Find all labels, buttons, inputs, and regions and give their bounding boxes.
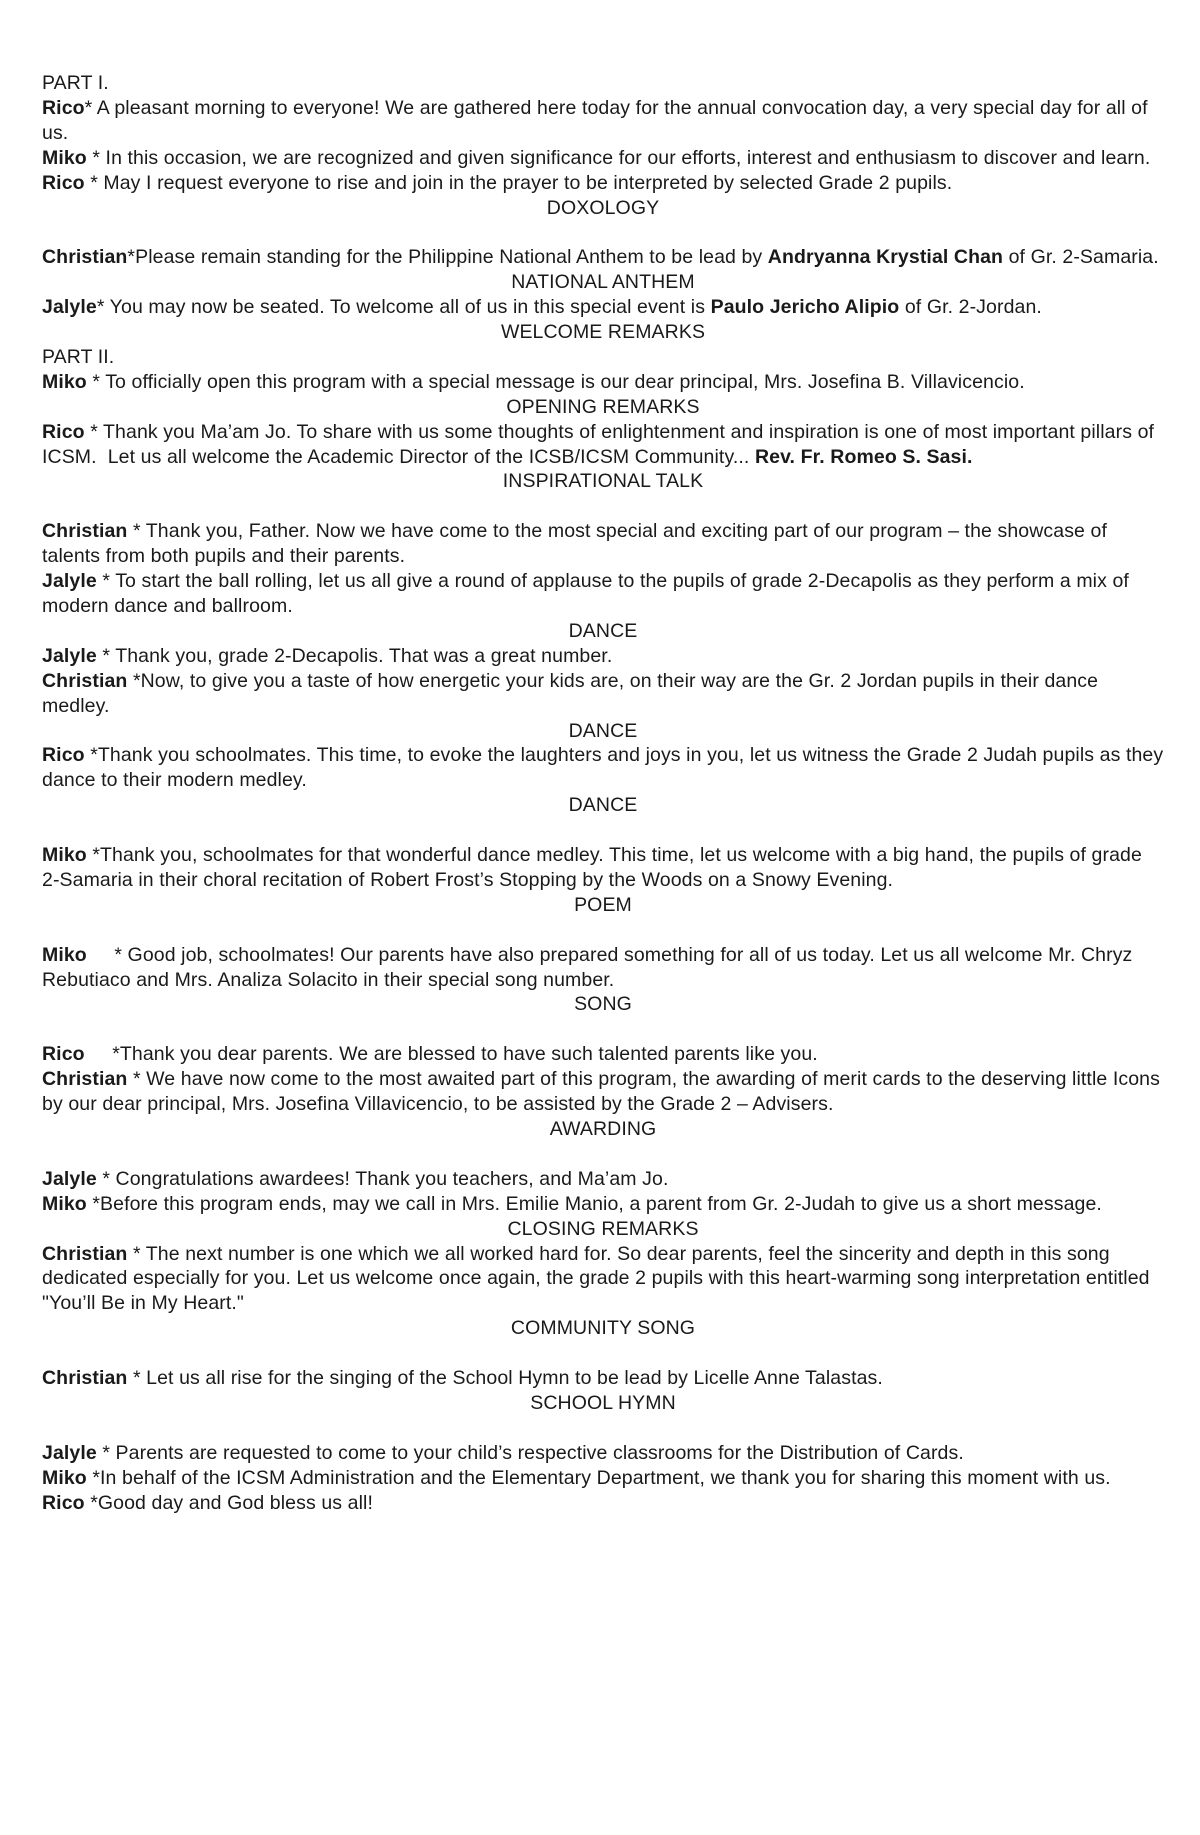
script-line [42,420,1164,470]
line-text: * Let us all rise for the singing of the School Hymn to be lead by Licelle Anne Talastas. [127,1367,883,1390]
line-text: * In this occasion, we are recognized and given significance for our efforts, interest and enthusiasm to discover and learn. [86,146,1151,169]
segment-heading: OPENING REMARKS [506,395,700,418]
line-text: * May I request everyone to rise and join in the prayer to be interpreted by selected Grade 2 pupils. [84,171,953,194]
line-text: *In behalf of the ICSM Administration and the Elementary Department, we thank you for sharing this moment with us. [86,1466,1111,1489]
script-line [42,669,1164,719]
segment-heading: SCHOOL HYMN [530,1391,676,1414]
line-text: *Thank you schoolmates. This time, to evoke the laughters and joys in you, let us witness the Grade 2 Judah pupils as they dance to their modern medley. [42,744,1169,792]
speaker-name: Miko [42,943,87,966]
spacer [42,1416,1164,1441]
line-text: * Thank you, grade 2-Decapolis. That was a great number. [96,644,613,667]
script-line [42,171,1164,196]
speaker-name: Jalyle [42,644,97,667]
script-line [42,1192,1164,1217]
line-text: *Before this program ends, may we call in Mrs. Emilie Manio, a parent from Gr. 2-Judah to give us a short message. [86,1192,1102,1215]
speaker-name: Miko [42,1466,87,1489]
speaker-name: Rico [42,744,85,767]
speaker-name: Jalyle [42,1167,97,1190]
speaker-name: Rico [42,420,85,443]
spacer [42,818,1164,843]
script-line [42,1441,1164,1466]
segment-heading: COMMUNITY SONG [510,1317,696,1340]
line-text: *Now, to give you a taste of how energetic your kids are, on their way are the Gr. 2 Jordan pupils in their dance medley. [42,669,1104,717]
script-line [42,569,1164,619]
segment-heading: POEM [574,893,632,916]
performer-name: Andryanna Krystial Chan [767,246,1004,269]
speaker-name: Jalyle [42,570,97,593]
line-text: *Thank you, schoolmates for that wonderful dance medley. This time, let us welcome with a big hand, the pupils of grade 2-Samaria in their choral recitation of Robert Frost’s Stopping by the Woods on a Snowy Evening. [42,844,1148,891]
script-line [42,1466,1164,1491]
segment-heading: DANCE [568,794,638,817]
speaker-name: Christian [42,1068,128,1091]
line-text: * You may now be seated. To welcome all of us in this special event is [96,296,711,319]
line-text: * To start the ball rolling, let us all give a round of applause to the pupils of grade 2-Decapolis as they perform a mix of modern dance and ballroom. [42,570,1135,617]
line-text: * The next number is one which we all worked hard for. So dear parents, feel the sincerity and depth in this song dedicated especially for you. Let us welcome once again, the grade 2 pupils with this heart-warming song interpretation entitled "You’ll Be in My Heart." [42,1242,1156,1315]
line-text: *Good day and God bless us all! [84,1491,373,1514]
speaker-name: Christian [42,1367,128,1390]
speaker-name: Rico [42,1491,85,1514]
script-line [42,943,1164,993]
speaker-name: Miko [42,844,87,867]
line-text: * Parents are requested to come to your child’s respective classrooms for the Distribution of Cards. [96,1441,964,1464]
speaker-name: Christian [42,1242,128,1265]
spacer [42,1341,1164,1366]
script-line [42,743,1169,793]
speaker-name: Rico [42,96,85,119]
script-line [42,843,1164,893]
script-line [42,295,1164,320]
segment-heading: DANCE [568,719,638,742]
script-line [42,96,1164,146]
spacer [42,494,1164,519]
line-text: *Thank you dear parents. We are blessed to have such talented parents like you. [106,1043,818,1066]
performer-name: Paulo Jericho Alipio [710,296,900,319]
script-line [42,1067,1164,1117]
line-text: of Gr. 2-Samaria. [1003,246,1159,269]
speaker-name: Jalyle [42,296,97,319]
speaker-guest-name: Rev. Fr. Romeo S. Sasi. [754,445,973,468]
speaker-name: Christian [42,520,128,543]
speaker-name: Rico [42,1043,85,1066]
part-heading: PART II. [42,345,115,368]
script-line [42,644,1164,669]
segment-heading: WELCOME REMARKS [500,321,706,344]
script-line [42,1491,1164,1516]
line-text: * We have now come to the most awaited part of this program, the awarding of merit cards to the deserving little Icons by our dear principal, Mrs. Josefina Villavicencio, to be assisted by the Grade 2 – Advisers. [42,1068,1166,1116]
segment-heading: SONG [574,993,632,1016]
segment-heading: CLOSING REMARKS [507,1217,699,1240]
script-line [42,370,1164,395]
script-line [42,1167,1164,1192]
speaker-name: Miko [42,1192,87,1215]
segment-heading: NATIONAL ANTHEM [511,271,695,294]
speaker-name: Miko [42,370,87,393]
segment-heading: DANCE [568,619,638,642]
segment-heading: AWARDING [549,1117,657,1140]
segment-heading: INSPIRATIONAL TALK [502,470,704,493]
speaker-name: Christian [42,669,128,692]
line-text: *Please remain standing for the Philippine National Anthem to be lead by [127,246,768,269]
spacer [42,1142,1164,1167]
script-line [42,1242,1164,1317]
script-line [42,146,1164,171]
part-heading: PART I. [42,72,109,94]
spacer [42,220,1164,245]
line-text: * Congratulations awardees! Thank you teachers, and Ma’am Jo. [96,1167,669,1190]
line-text: of Gr. 2-Jordan. [899,296,1042,319]
spacer [42,918,1164,943]
script-line [42,1042,1164,1067]
speaker-name: Christian [42,246,128,269]
spacer [42,1017,1164,1042]
script-line [42,519,1164,569]
line-text: * A pleasant morning to everyone! We are gathered here today for the annual convocation day, a very special day for all of us. [42,96,1154,144]
script-line [42,1366,1164,1391]
speaker-name: Miko [42,146,87,169]
line-text: * Thank you Ma’am Jo. To share with us some thoughts of enlightenment and inspiration is one of most important pillars of ICSM. Let us all welcome the Academic Director of the ICSB/ICSM Community... [42,420,1160,468]
speaker-name: Rico [42,171,85,194]
line-text: * Good job, schoolmates! Our parents have also prepared something for all of us today. Let us all welcome Mr. Chryz Rebutiaco and Mrs. Analiza Solacito in their special song number. [42,943,1138,991]
segment-heading: DOXOLOGY [546,196,660,219]
speaker-name: Jalyle [42,1441,97,1464]
script-line [42,245,1164,270]
line-text: * Thank you, Father. Now we have come to the most special and exciting part of our program – the showcase of talents from both pupils and their parents. [42,520,1113,568]
line-text: * To officially open this program with a special message is our dear principal, Mrs. Josefina B. Villavicencio. [86,370,1025,393]
